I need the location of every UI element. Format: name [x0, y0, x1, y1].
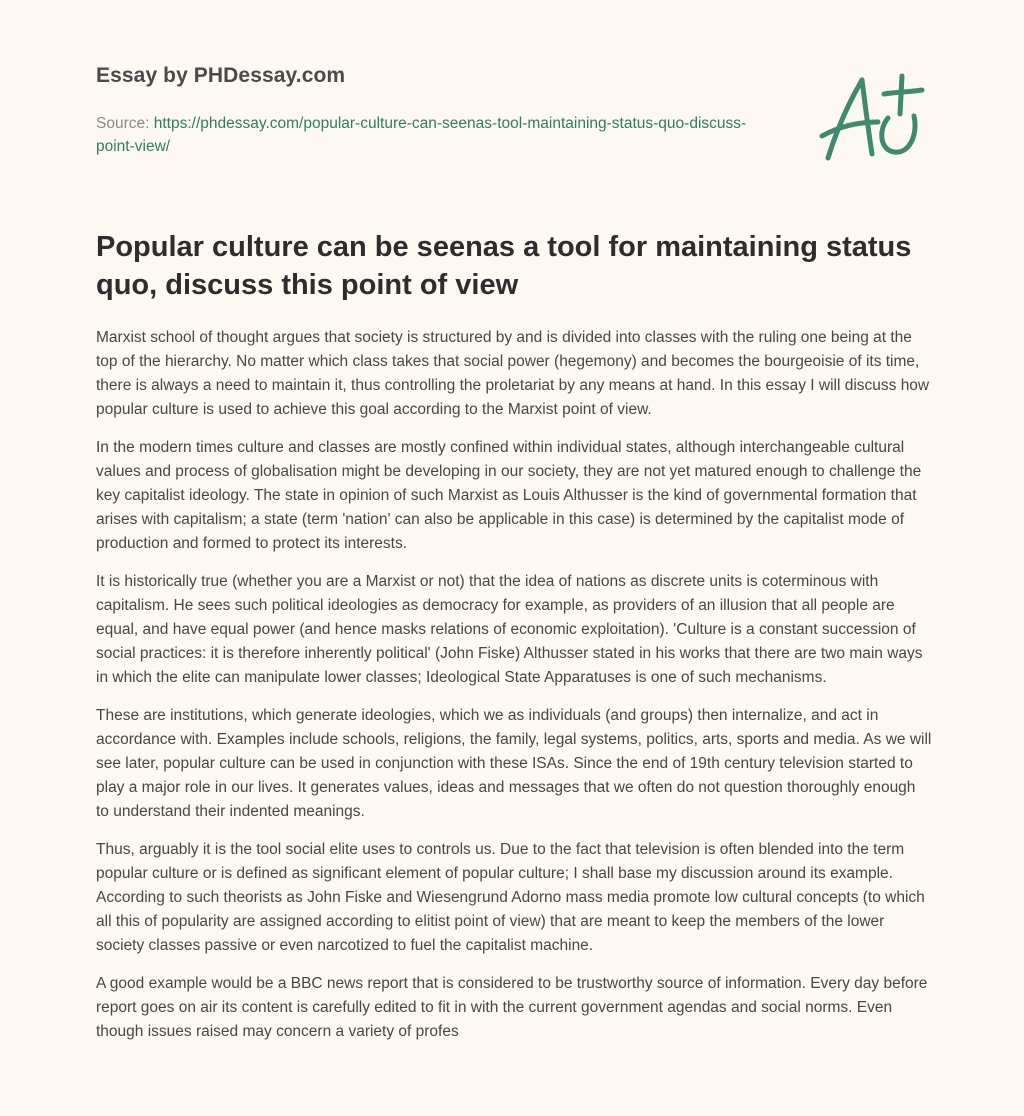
essay-body — [96, 326, 932, 1058]
source-link[interactable]: https://phdessay.com/popular-culture-can-seenas-tool-maintaining-status-quo-discuss-point-view/ — [96, 115, 747, 155]
essay-paragraph: These are institutions, which generate ideologies, which we as individuals (and groups) then internalize, and act in accordance with. Examples include schools, religions, the family, legal systems, politics, arts, sports and media. As we will see later, popular culture can be used in conjunction with these ISAs. Since the end of 19th century television started to play a major role in our lives. It generates values, ideas and messages that we often do not question thoroughly enough to understand their indented meanings. — [96, 707, 932, 820]
source-label: Source: — [96, 115, 150, 132]
site-title: Essay by PHDessay.com — [96, 64, 346, 87]
essay-paragraph: Thus, arguably it is the tool social elite uses to controls us. Due to the fact that television is often blended into the term popular culture or is defined as significant element of popular culture; I shall base my discussion around its example. According to such theorists as John Fiske and Wiesengrund Adorno mass media promote low cultural concepts (to which all this of popularity are assigned according to elitist point of view) that are meant to keep the members of the lower society classes passive or even narcotized to fuel the capitalist machine. — [96, 841, 925, 954]
a-plus-logo-icon — [818, 70, 930, 166]
essay-paragraph: Marxist school of thought argues that society is structured by and is divided into classes with the ruling one being at the top of the hierarchy. No matter which class takes that social power (hegemony) and becomes the bourgeoisie of its time, there is always a need to maintain it, thus controlling the proletariat by any means at hand. In this essay I will discuss how popular culture is used to achieve this goal according to the Marxist point of view. — [96, 329, 930, 418]
essay-paragraph: It is historically true (whether you are a Marxist or not) that the idea of nations as discrete units is coterminous with capitalism. He sees such political ideologies as democracy for example, as providers of an illusion that all people are equal, and have equal power (and hence masks relations of economic exploitation). 'Culture is a constant succession of social practices: it is therefore inherently political' (John Fiske) Althusser stated in his works that there are two main ways in which the elite can manipulate lower classes; Ideological State Apparatuses is one of such mechanisms. — [96, 573, 923, 686]
essay-paragraph: In the modern times culture and classes are mostly confined within individual states, although interchangeable cultural values and process of globalisation might be developing in our society, they are not yet matured enough to challenge the key capitalist ideology. The state in opinion of such Marxist as Louis Althusser is the kind of governmental formation that arises with capitalism; a state (term 'nation' can also be applicable in this case) is determined by the capitalist mode of production and formed to protect its interests. — [96, 439, 922, 552]
source-line — [96, 112, 766, 158]
essay-title: Popular culture can be seenas a tool for maintaining status quo, discuss this point of view — [96, 231, 912, 301]
essay-paragraph: A good example would be a BBC news report that is considered to be trustworthy source of information. Every day before report goes on air its content is carefully edited to fit in with the current government agendas and social norms. Even though issues raised may concern a variety of profes — [96, 975, 928, 1040]
